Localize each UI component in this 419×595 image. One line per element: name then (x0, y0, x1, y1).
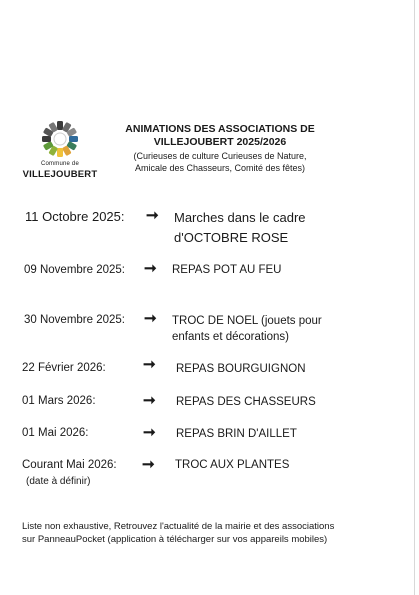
event-2-date: 09 Novembre 2025: (24, 264, 126, 276)
event-2-name: REPAS POT AU FEU (172, 264, 282, 276)
page-subtitle (110, 150, 330, 174)
subtitle-line-1: (Curieuses de culture Curieuses de Nature, (133, 151, 307, 161)
footer-line-1: Liste non exhaustive, Retrouvez l'actualité de la mairie et des associations (22, 521, 335, 532)
event-1-name-line-2: d'OCTOBRE ROSE (174, 230, 289, 245)
event-1-date: 11 Octobre 2025: (25, 209, 125, 224)
logo-emblem-icon (40, 119, 80, 159)
footer-line-2: sur PanneauPocket (application à télécharger sur vos appareils mobiles) (22, 534, 328, 545)
arrow-right-icon: ➞ (143, 356, 156, 373)
town-logo (20, 117, 100, 181)
logo-commune-label: Commune de (40, 161, 80, 167)
subtitle-line-2: Amicale des Chasseurs, Comité des fêtes) (134, 163, 306, 173)
arrow-right-icon: ➞ (143, 392, 156, 409)
footer-note (22, 520, 392, 546)
event-5-name: REPAS DES CHASSEURS (176, 396, 316, 408)
event-6-name: REPAS BRIN D'AILLET (176, 428, 297, 440)
title-line-2: VILLEJOUBERT 2025/2026 (153, 136, 287, 148)
event-7-name: TROC AUX PLANTES (175, 459, 290, 471)
logo-town-name: VILLEJOUBERT (22, 169, 98, 180)
page-edge (414, 0, 415, 595)
page-title (110, 123, 330, 149)
title-line-1: ANIMATIONS DES ASSOCIATIONS DE (125, 123, 315, 135)
arrow-right-icon: ➞ (143, 424, 156, 441)
event-4-date: 22 Février 2026: (22, 362, 106, 374)
event-5-date: 01 Mars 2026: (22, 395, 96, 407)
arrow-right-icon: ➞ (142, 456, 155, 473)
event-6-date: 01 Mai 2026: (22, 427, 89, 439)
event-3-name-line-2: enfants et décorations) (172, 331, 289, 343)
arrow-right-icon: ➞ (146, 207, 159, 224)
event-1-name-line-1: Marches dans le cadre (174, 210, 306, 225)
arrow-right-icon: ➞ (144, 310, 157, 327)
event-4-name: REPAS BOURGUIGNON (176, 363, 306, 375)
event-3-name-line-1: TROC DE NOEL (jouets pour (172, 315, 322, 327)
event-7-date: Courant Mai 2026: (22, 459, 117, 471)
arrow-right-icon: ➞ (144, 260, 157, 277)
event-3-date: 30 Novembre 2025: (24, 314, 126, 326)
event-7-date-note: (date à définir) (26, 476, 91, 487)
